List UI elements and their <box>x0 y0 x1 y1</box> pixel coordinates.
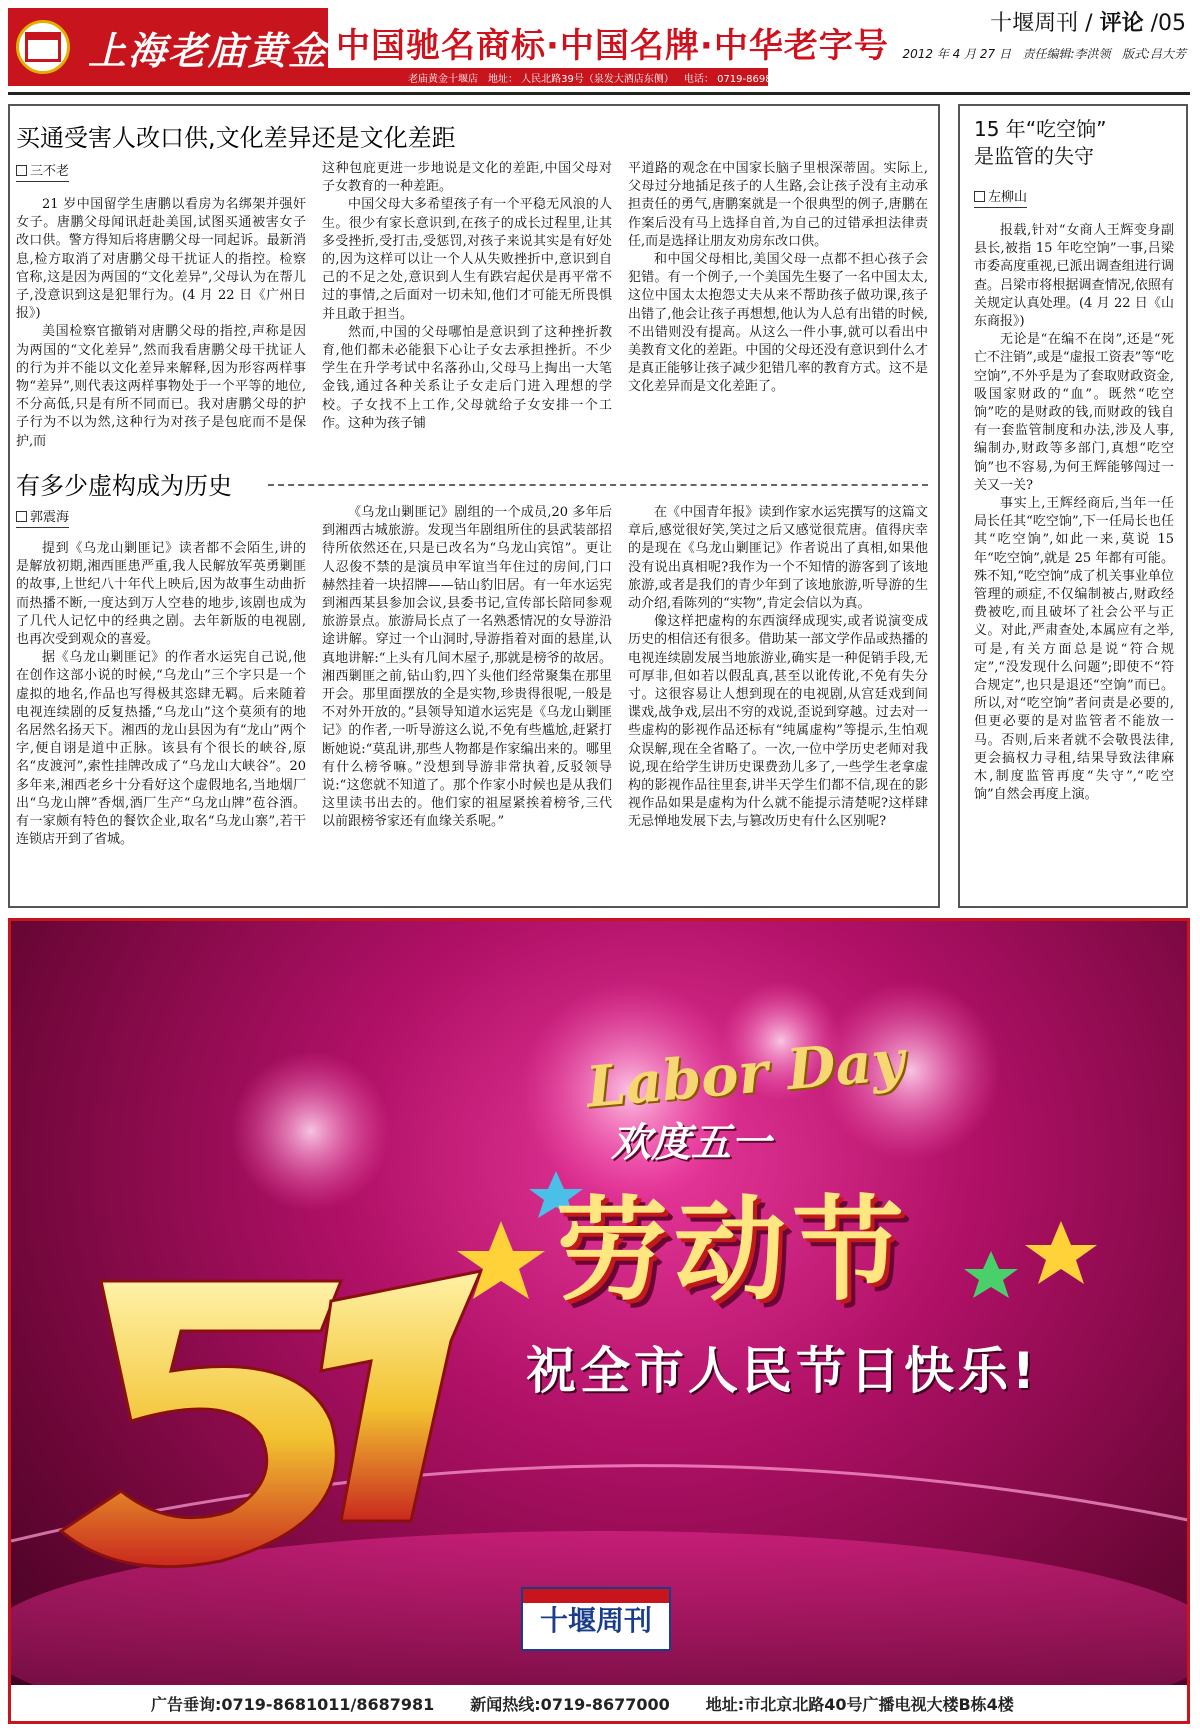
article1-col2 <box>322 160 612 468</box>
ad-address: 地址： 人民北路39号（泉发大酒店东侧） <box>488 73 674 85</box>
article1-byline <box>16 160 69 182</box>
masthead-title: 十堰周刊 / 评论 /05 <box>990 10 1186 36</box>
designer-credit: 版式:吕大芳 <box>1121 47 1186 61</box>
promo-english-title: Labor Day <box>583 1027 907 1121</box>
article1-col1 <box>16 196 306 468</box>
section-name: 评论 <box>1099 10 1144 36</box>
logo-bottom-band <box>523 1639 669 1649</box>
laomiao-logo <box>8 8 78 86</box>
editor-credit: 责任编辑:李洪领 <box>1022 47 1111 61</box>
page-number: 05 <box>1158 11 1186 36</box>
article1-col2-p1: 这种包庇更进一步地说是文化的差距,中国父母对子女教育的一种差距。 <box>322 161 612 195</box>
article1-author: 三不老 <box>30 164 70 179</box>
article3-p3: 事实上,王辉经商后,当年一任局长任其“吃空饷”,下一任局长也任其“吃空饷”,如此一来,莫说 15 年“吃空饷”,就是 25 年都有可能。殊不知,“吃空饷”成了机关事业单位管理的顽症,不仅编制被占,财政经费被吃,而且破坏了社会公平与正义。对此,严肃查处,本属应有之举,可是,有关方面总是说“符合规定”,“没发现什么问题”;即使不“符合规定”,也只是退还“空饷”而已。所以,对“吃空饷”者问责是必要的,但更必要的是对监管者不能放一马。否则,后来者就不会敬畏法律,更会搞权力寻租,结果导致法律麻木,制度监管再度“失守”,“吃空饷”自然会再度上演。 <box>974 496 1174 803</box>
article1-col1-p1: 21 岁中国留学生唐鹏以看房为名绑架并强奸女子。唐鹏父母闻讯赶赴美国,试图买通被害女子改口供。警方得知后将唐鹏父母一同起诉。最新消息,检方取消了对唐鹏父母干扰证人的指控。检察官称,这是因为两国的“文化差异”,父母认为在帮儿子,没意识到这是犯罪行为。(4 月 22 日《广州日报》) <box>16 197 306 322</box>
article2-col2 <box>322 504 612 900</box>
laomiao-seal-icon <box>16 20 70 74</box>
ad-phone: 电话： 0719-8698067 <box>683 73 791 85</box>
article3-p2: 无论是“在编不在岗”,还是“死亡不注销”,或是“虚报工资表”等“吃空饷”,不外乎是为了套取财政资金,吸国家财政的“血”。既然“吃空饷”吃的是财政的钱,而财政的钱自有一套监管制度和办法,涉及人事,编制办,财政等多部门,真想“吃空饷”也不容易,为何王辉能够闯过一关又一关? <box>974 332 1174 493</box>
ad-contact-strip <box>328 68 791 86</box>
promo-footer <box>11 1685 1187 1721</box>
article2-col3-p2: 像这样把虚构的东西演绎成现实,或者说演变成历史的相信还有很多。借助某一部文学作品或热播的电视连续剧发展当地旅游业,确实是一种促销手段,无可厚非,但如若以假乱真,甚至以讹传讹,不免有失分寸。这很容易让人想到现在的电视剧,从宫廷戏到间谍戏,战争戏,层出不穷的戏说,歪说到穿越。过去对一些虚构的影视作品还标有“纯属虚构”等提示,生怕观众误解,现在全省略了。一次,一位中学历史老师对我说,现在给学生讲历史课费劲儿多了,一些学生老拿虚构的影视作品往里套,讲半天学生们都不信,现在的影视作品如果是虚构为什么就不能提示清楚呢?这样肆无忌惮地发展下去,与篡改历史有什么区别呢? <box>628 614 928 830</box>
shiyan-weekly-logo <box>521 1587 671 1651</box>
news-hotline: 新闻热线:0719-8677000 <box>470 1694 670 1714</box>
article1-col1-p2: 美国检察官撤销对唐鹏父母的指控,声称是因为两国的“文化差异”,然而我看唐鹏父母干扰证人的行为并不能以文化差异来解释,因为形容两样事物“差异”,则代表这两样事物处于一个平等的地位,不分高低,只是有所不同而已。我对唐鹏父母的护子行为不以为然,这种行为对孩子是包庇而不是保护,而 <box>16 324 306 449</box>
labor-day-promo-ad[interactable] <box>8 918 1190 1724</box>
masthead <box>902 6 1186 62</box>
article2-author: 郭震海 <box>30 510 70 525</box>
article1-col3-p2: 和中国父母相比,美国父母一点都不担心孩子会犯错。有一个例子,一个美国先生娶了一名中国太太,这位中国太太抱怨丈夫从来不帮助孩子做功课,孩子出错了,他会让孩子再想想,他认为人总有出错的时候,不出错则没有提高。从这么一件小事,就可以看出中美教育文化的差距。中国的父母还没有意识到什么才是真正能够让孩子减少犯错几率的教育方式。这不是文化差异而是文化差距了。 <box>628 252 928 395</box>
ad-brand-name: 上海老庙黄金 <box>78 8 328 86</box>
article2-title: 有多少虚构成为历史 <box>16 472 232 500</box>
star-icon <box>1025 1221 1097 1284</box>
article3-author: 左柳山 <box>988 190 1028 205</box>
promo-subtitle: 欢度五一 <box>611 1120 771 1166</box>
article2-col3 <box>628 504 928 900</box>
logo-name: 十堰周刊 <box>539 1604 652 1637</box>
promo-greeting: 祝全市人民节日快乐! <box>526 1342 1039 1400</box>
main-articles-box <box>8 104 940 908</box>
header-rule <box>8 92 1190 95</box>
article2-col3-p1: 在《中国青年报》读到作家水运宪撰写的这篇文章后,感觉很好笑,笑过之后又感觉很荒唐。值得庆幸的是现在《乌龙山剿匪记》作者说出了真相,如果他没有说出真相呢?我作为一个不知情的游客到了该地旅游,或者是我们的青少年到了该地旅游,听导游的生动介绍,看陈列的“实物”,肯定会信以为真。 <box>628 505 928 612</box>
article2-byline <box>16 506 69 528</box>
paper-name: 十堰周刊 <box>990 11 1079 36</box>
article1-title: 买通受害人改口供,文化差异还是文化差距 <box>16 124 456 152</box>
ad-store: 老庙黄金十堰店 <box>408 73 478 85</box>
header-ad-banner[interactable] <box>8 8 889 86</box>
logo-top-band <box>523 1589 669 1603</box>
star-icon <box>964 1251 1018 1298</box>
article1-col3-p1: 平道路的观念在中国家长脑子里根深蒂固。实际上,父母过分地插足孩子的人生路,会让孩子没有主动承担责任的勇气,唐鹏案就是一个很典型的例子,唐鹏在作案后没有马上选择自首,为自己的过错承担法律责任,而是选择让朋友劝房东改口供。 <box>628 161 928 249</box>
ad-right-panel <box>328 8 889 86</box>
article1-col3 <box>628 160 928 468</box>
article-divider <box>268 484 928 486</box>
firework-burst-2 <box>231 1051 391 1211</box>
article2-col1-p2: 据《乌龙山剿匪记》的作者水运宪自己说,他在创作这部小说的时候,“乌龙山”三个字只是一个虚拟的地名,作品也写得极其恣肆无羁。后来随着电视连续剧的反复热播,“乌龙山”这个莫须有的地名居然名扬天下。湘西的龙山县因为有“龙山”两个字,便自诩是道中正脉。该县有个很长的峡谷,原名“皮渡河”,索性挂牌改成了“乌龙山大峡谷”。20 多年来,湘西老乡十分看好这个虚假地名,当地烟厂出“乌龙山牌”香烟,酒厂生产“乌龙山牌”苞谷酒。有一家颇有特色的餐饮企业,取名“乌龙山寨”,若干连锁店开到了省城。 <box>16 650 306 848</box>
article1-col2-p2: 中国父母大多希望孩子有一个平稳无风浪的人生。很少有家长意识到,在孩子的成长过程里,让其多受挫折,受打击,受惩罚,对孩子来说其实是有好处的,因为这样可以让一个人从失败挫折中,意识到自己的不足之处,意识到人生有跌宕起伏是再平常不过的事情,之后面对一切未知,他们才可能无所畏惧并且敢于担当。 <box>322 197 612 322</box>
ad-slogan: 中国驰名商标·中国名牌·中华老字号 <box>336 26 889 66</box>
article2-col1-p1: 提到《乌龙山剿匪记》读者都不会陌生,讲的是解放初期,湘西匪患严重,我人民解放军英勇剿匪的故事,上世纪八十年代上映后,因为故事生动曲折而热播不断,一度达到万人空巷的地步,该剧也成为了几代人记忆中的经典之剧。去年新版的电视剧,也再次受到观众的喜爱。 <box>16 541 306 648</box>
article2-col2-p1: 《乌龙山剿匪记》剧组的一个成员,20 多年后到湘西古城旅游。发现当年剧组所住的县武装部招待所依然还在,只是已改名为“乌龙山宾馆”。更让人忍俊不禁的是演员申军谊当年住过的房间,门口赫然挂着一块招牌——钻山豹旧居。有一年水运宪到湘西某县参加会议,县委书记,宣传部长陪同参观旅游景点。旅游局长点了一名熟悉情况的女导游沿途讲解。穿过一个山洞时,导游指着对面的悬崖,认真地讲解:“上头有几间木屋子,那就是榜爷的故居。湘西剿匪之前,钻山豹,四丫头他们经常聚集在那里开会。那里面摆放的全是实物,珍贵得很呢,一般是不对外开放的。”县领导知道水运宪是《乌龙山剿匪记》的作者,一听导游这么说,不免有些尴尬,赶紧打断她说:“莫乱讲,那些人物都是作家编出来的。哪里有什么榜爷嘛。”没想到导游非常执着,反驳领导说:“这您就不知道了。那个作家小时候也是从我们这里读书出去的。他们家的祖屋紧挨着榜爷,三代以前跟榜爷家还有血缘关系呢。” <box>322 505 612 830</box>
article3-title <box>974 116 1107 170</box>
ad-hotline: 广告垂询:0719-8681011/8687981 <box>151 1694 435 1714</box>
article3-title-line1: 15 年“吃空饷” <box>974 117 1107 141</box>
article3-title-line2: 是监管的失守 <box>974 144 1094 168</box>
big-five-shape <box>61 1281 341 1567</box>
article3-p1: 报载,针对“女商人王辉变身副县长,被指 15 年吃空饷”一事,吕梁市委高度重视,已派出调查组进行调查。吕梁市将根据调查情况,依照有关规定认真处理。(4 月 22 日《山东商报》) <box>974 223 1174 330</box>
article1-col2-p3: 然而,中国的父母哪怕是意识到了这种挫折教育,他们都未必能狠下心让子女去承担挫折。不少学生在升学考试中名落孙山,父母马上掏出一大笔金钱,通过各种关系让子女走后门进入理想的学校。子女找不上工作,父母就给子女安排一个工作。这种为孩子铺 <box>322 324 612 431</box>
office-address: 地址:市北京北路40号广播电视大楼B栋4楼 <box>705 1694 1014 1714</box>
promo-main-title: 劳动节 <box>556 1186 910 1316</box>
article3-body <box>974 222 1174 902</box>
issue-date: 2012 年 4 月 27 日 <box>902 47 1011 61</box>
article2-col1 <box>16 540 306 900</box>
masthead-credits <box>902 45 1186 62</box>
side-article-box <box>958 104 1188 908</box>
article3-byline <box>974 186 1027 208</box>
